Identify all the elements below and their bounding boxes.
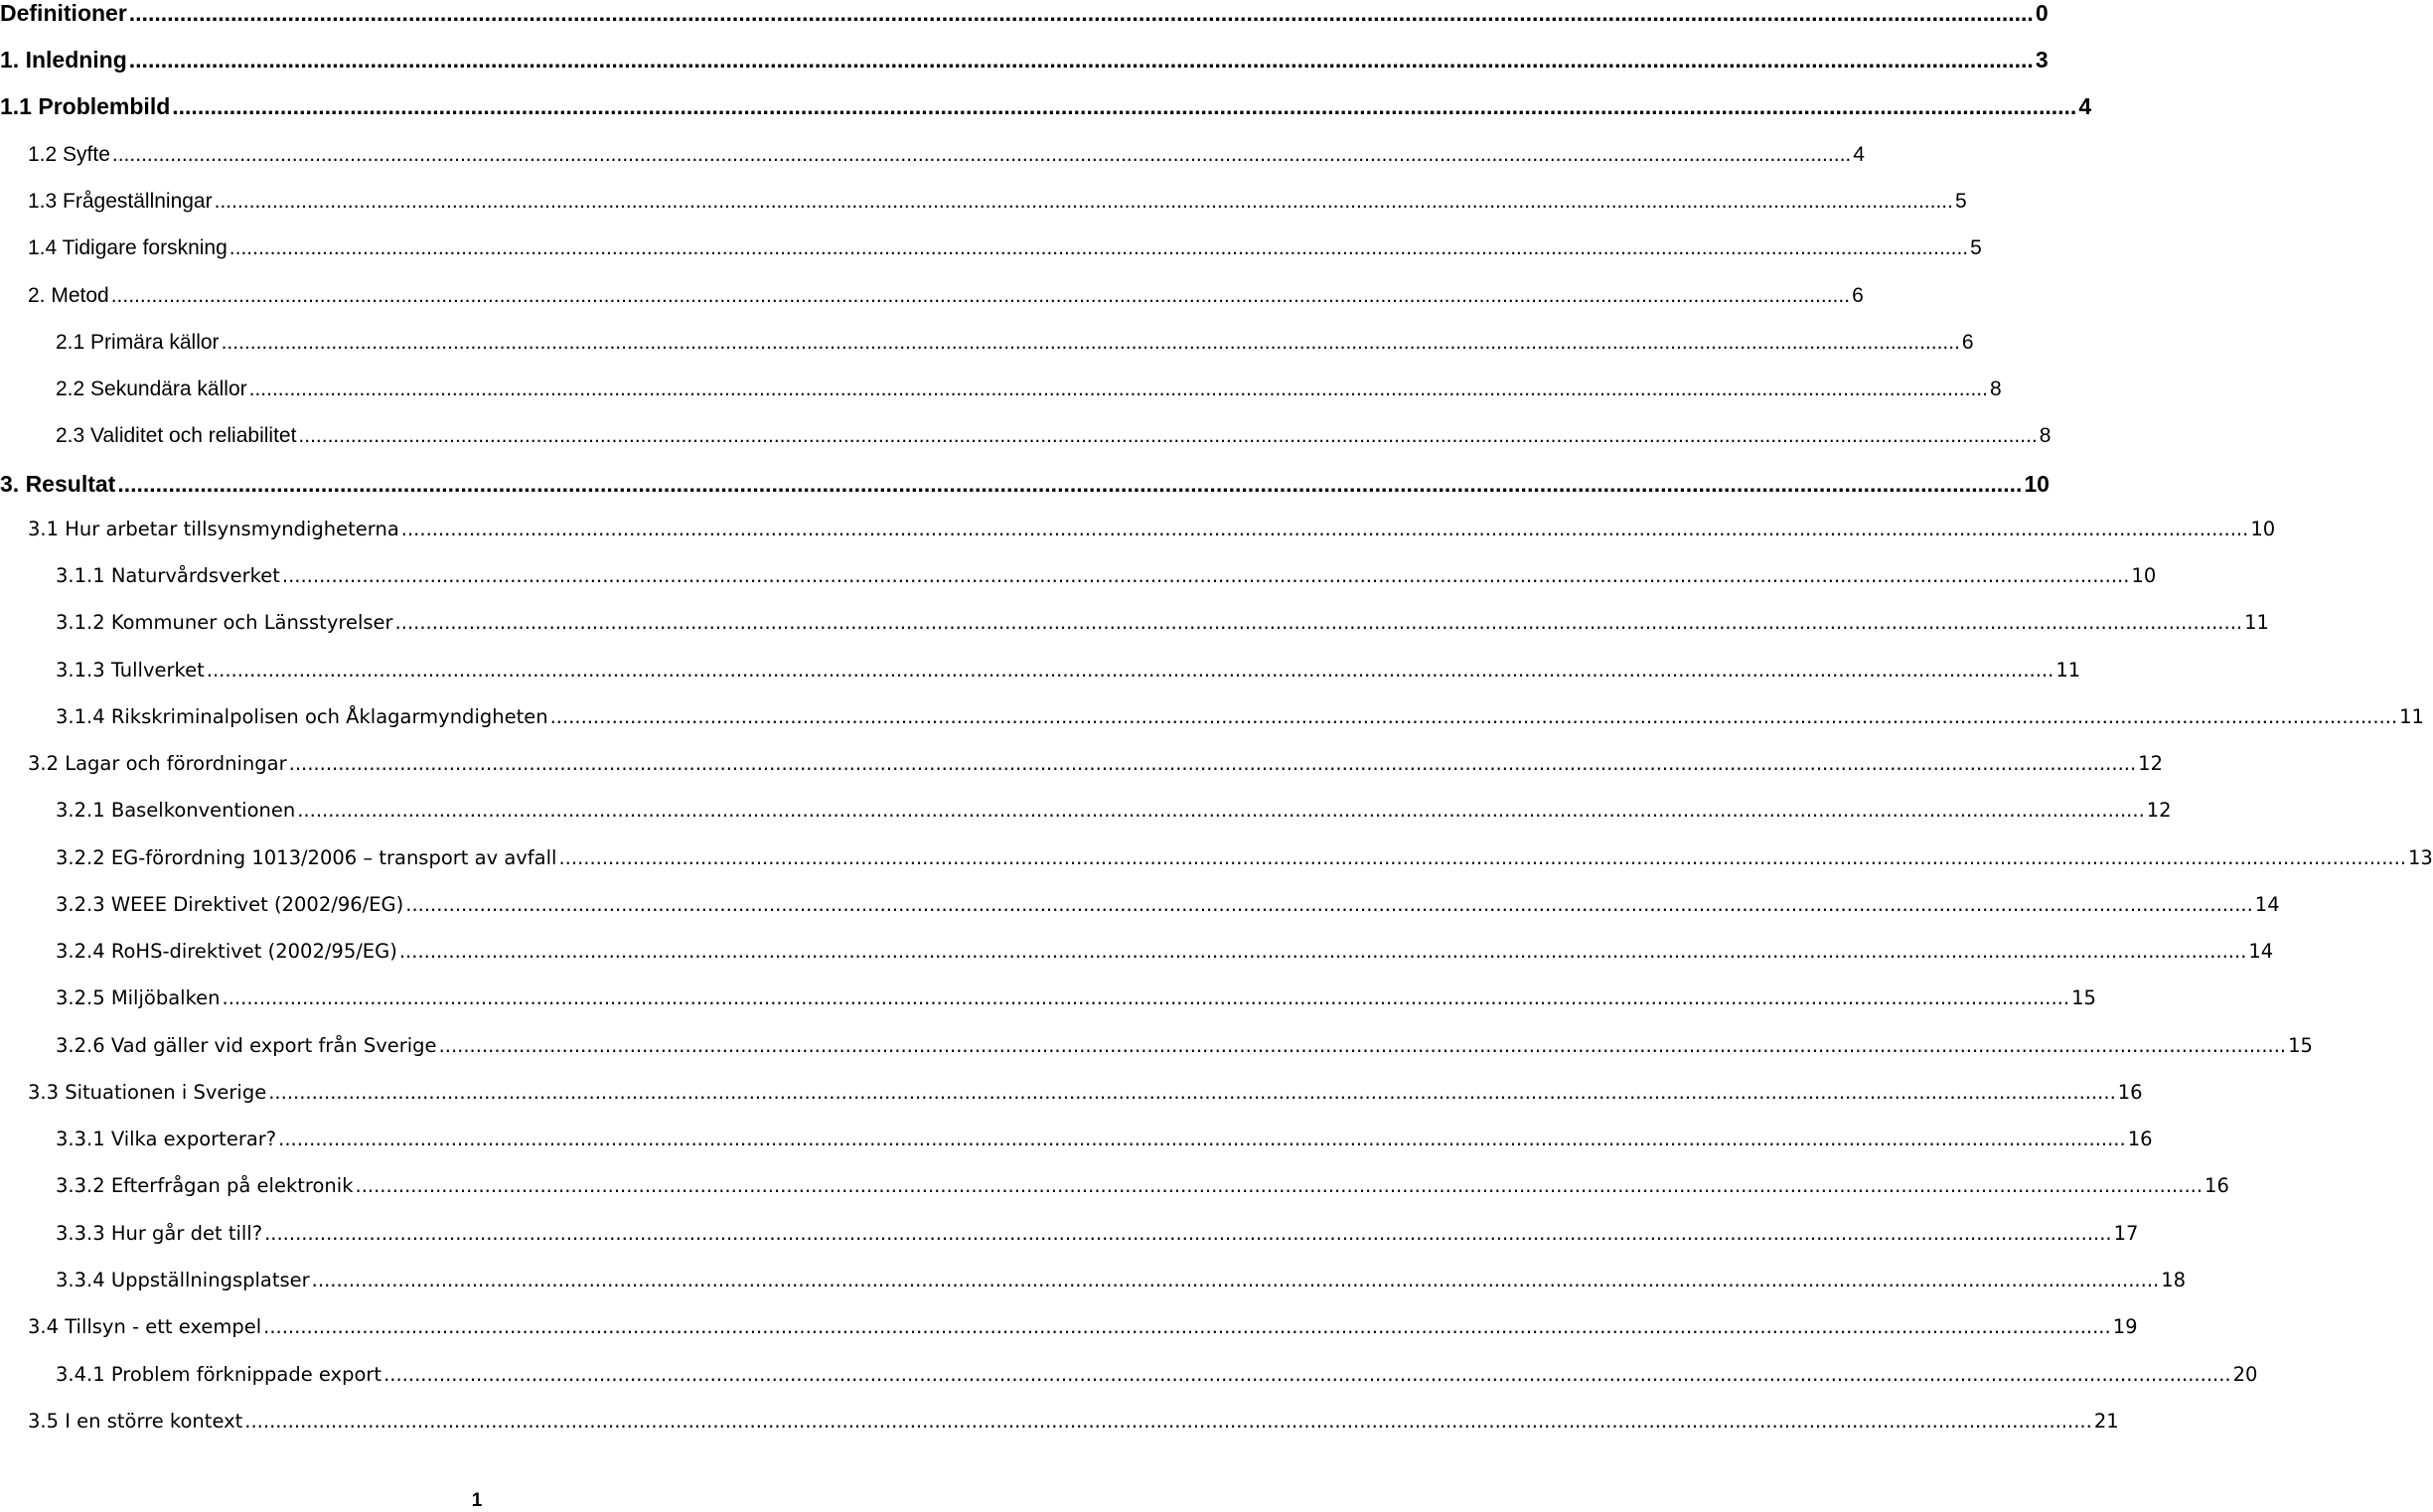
toc-entry-label: 2.2 Sekundära källor	[56, 378, 247, 400]
toc-entry-page: 21	[2093, 1410, 2119, 1433]
toc-entry[interactable]	[0, 611, 2269, 634]
toc-entry-label: 3.1.4 Rikskriminalpolisen och Åklagarmyndigheten	[56, 705, 548, 728]
toc-entry-label: 3.4.1 Problem förknippade export	[56, 1363, 382, 1386]
toc-entry-page: 20	[2232, 1363, 2258, 1386]
toc-entry-page: 16	[2117, 1081, 2143, 1104]
dot-leader: ............................................................................................................................................................................................................................................................................................................	[117, 471, 2023, 497]
toc-entry[interactable]	[0, 518, 2276, 540]
toc-entry-label: 3.2.3 WEEE Direktivet (2002/96/EG)	[56, 893, 404, 916]
toc-entry-page: 4	[1853, 143, 1865, 166]
toc-entry-page: 3	[2035, 47, 2049, 73]
toc-entry-label: 3.2.1 Baselkonventionen	[56, 799, 296, 822]
toc-entry-label: 3.1.1 Naturvårdsverket	[56, 564, 280, 587]
toc-entry[interactable]	[0, 236, 1982, 259]
toc-entry[interactable]	[0, 1269, 2187, 1291]
dot-leader: ............................................................................................................................................................................................................................................................................................................	[221, 331, 1960, 354]
dot-leader: ............................................................................................................................................................................................................................................................................................................	[438, 1034, 2287, 1057]
dot-leader: ............................................................................................................................................................................................................................................................................................................	[214, 190, 1953, 213]
dot-leader: ............................................................................................................................................................................................................................................................................................................	[268, 1081, 2116, 1104]
toc-entry[interactable]	[0, 986, 2096, 1009]
toc-entry[interactable]	[0, 143, 1865, 166]
toc-entry-label: 3.1 Hur arbetar tillsynsmyndigheterna	[28, 518, 399, 540]
toc-entry[interactable]	[0, 284, 1864, 307]
dot-leader: ............................................................................................................................................................................................................................................................................................................	[281, 564, 2130, 587]
toc-entry-label: 3.1.3 Tullverket	[56, 659, 205, 681]
toc-entry-page: 18	[2161, 1269, 2187, 1291]
toc-entry-page: 16	[2205, 1174, 2229, 1197]
toc-entry-page: 8	[2039, 424, 2052, 447]
toc-entry[interactable]	[0, 846, 2433, 869]
toc-entry-page: 5	[1954, 190, 1967, 213]
toc-entry-label: Definitioner	[0, 0, 127, 26]
toc-entry-label: 3.3 Situationen i Sverige	[28, 1081, 267, 1104]
toc-entry-label: 3.1.2 Kommuner och Länsstyrelser	[56, 611, 393, 634]
toc-entry-page: 11	[2399, 705, 2424, 728]
dot-leader: ............................................................................................................................................................................................................................................................................................................	[222, 986, 2070, 1009]
toc-entry[interactable]	[0, 0, 2049, 26]
toc-entry[interactable]	[0, 1034, 2313, 1057]
toc-entry[interactable]	[0, 93, 2092, 119]
toc-entry[interactable]	[0, 424, 2052, 447]
toc-entry-page: 16	[2127, 1128, 2153, 1150]
toc-entry-page: 4	[2078, 93, 2092, 119]
toc-entry-label: 3.5 I en större kontext	[28, 1410, 243, 1433]
toc-entry-label: 3.2 Lagar och förordningar	[28, 752, 287, 775]
toc-entry[interactable]	[0, 47, 2049, 73]
toc-entry-label: 3.4 Tillsyn - ett exempel	[28, 1315, 262, 1338]
toc-entry-label: 1. Inledning	[0, 47, 127, 73]
toc-entry-page: 8	[1989, 378, 2002, 400]
dot-leader: ............................................................................................................................................................................................................................................................................................................	[558, 846, 2407, 869]
toc-entry-page: 12	[2146, 799, 2172, 822]
toc-entry-page: 10	[2131, 564, 2157, 587]
dot-leader: ............................................................................................................................................................................................................................................................................................................	[228, 236, 1969, 259]
toc-entry-page: 5	[1970, 236, 1982, 259]
toc-entry-label: 1.4 Tidigare forskning	[28, 236, 228, 259]
toc-entry-label: 3. Resultat	[0, 471, 116, 497]
toc-entry[interactable]	[0, 705, 2424, 728]
dot-leader: ............................................................................................................................................................................................................................................................................................................	[297, 799, 2145, 822]
toc-entry-label: 3.3.3 Hur går det till?	[56, 1222, 263, 1245]
toc-entry-label: 2.1 Primära källor	[56, 331, 220, 354]
toc-entry[interactable]	[0, 331, 1974, 354]
toc-entry-page: 11	[2244, 611, 2269, 634]
dot-leader: ............................................................................................................................................................................................................................................................................................................	[383, 1363, 2231, 1386]
dot-leader: ............................................................................................................................................................................................................................................................................................................	[206, 659, 2054, 681]
toc-entry-page: 10	[2250, 518, 2276, 540]
toc-entry-page: 12	[2138, 752, 2163, 775]
dot-leader: ............................................................................................................................................................................................................................................................................................................	[400, 518, 2249, 540]
toc-entry[interactable]	[0, 1363, 2258, 1386]
toc-entry[interactable]	[0, 1315, 2138, 1338]
toc-entry[interactable]	[0, 564, 2157, 587]
toc-entry-label: 1.2 Syfte	[28, 143, 110, 166]
toc-entry[interactable]	[0, 471, 2050, 497]
dot-leader: ............................................................................................................................................................................................................................................................................................................	[298, 424, 2038, 447]
dot-leader: ............................................................................................................................................................................................................................................................................................................	[288, 752, 2137, 775]
dot-leader: ............................................................................................................................................................................................................................................................................................................	[244, 1410, 2092, 1433]
toc-entry[interactable]	[0, 940, 2274, 963]
toc-entry[interactable]	[0, 893, 2280, 916]
dot-leader: ............................................................................................................................................................................................................................................................................................................	[549, 705, 2398, 728]
toc-entry-page: 14	[2254, 893, 2280, 916]
dot-leader: ............................................................................................................................................................................................................................................................................................................	[263, 1315, 2111, 1338]
toc-entry-label: 2. Metod	[28, 284, 109, 307]
toc-entry-label: 1.1 Problembild	[0, 93, 171, 119]
toc-entry-page: 6	[1961, 331, 1974, 354]
toc-entry-label: 3.2.4 RoHS-direktivet (2002/95/EG)	[56, 940, 397, 963]
toc-entry-label: 3.2.2 EG-förordning 1013/2006 – transport av avfall	[56, 846, 557, 869]
dot-leader: ............................................................................................................................................................................................................................................................................................................	[264, 1222, 2112, 1245]
dot-leader: ............................................................................................................................................................................................................................................................................................................	[248, 378, 1988, 400]
page-number: 1	[471, 1490, 483, 1511]
toc-entry-page: 0	[2035, 0, 2049, 26]
toc-entry[interactable]	[0, 1128, 2153, 1150]
dot-leader: ............................................................................................................................................................................................................................................................................................................	[128, 47, 2034, 73]
dot-leader: ............................................................................................................................................................................................................................................................................................................	[128, 0, 2034, 26]
toc-entry-page: 15	[2288, 1034, 2313, 1057]
dot-leader: ............................................................................................................................................................................................................................................................................................................	[111, 143, 1852, 166]
toc-entry[interactable]	[0, 1410, 2119, 1433]
dot-leader: ............................................................................................................................................................................................................................................................................................................	[110, 284, 1851, 307]
dot-leader: ............................................................................................................................................................................................................................................................................................................	[311, 1269, 2160, 1291]
toc-entry-label: 3.3.1 Vilka exporterar?	[56, 1128, 277, 1150]
toc-entry-label: 2.3 Validitet och reliabilitet	[56, 424, 297, 447]
dot-leader: ............................................................................................................................................................................................................................................................................................................	[355, 1174, 2204, 1197]
toc-entry-page: 6	[1852, 284, 1864, 307]
dot-leader: ............................................................................................................................................................................................................................................................................................................	[405, 893, 2253, 916]
toc-entry-label: 1.3 Frågeställningar	[28, 190, 213, 213]
dot-leader: ............................................................................................................................................................................................................................................................................................................	[278, 1128, 2126, 1150]
toc-entry[interactable]	[0, 190, 1967, 213]
toc-entry[interactable]	[0, 752, 2163, 775]
toc-entry-label: 3.3.2 Efterfrågan på elektronik	[56, 1174, 354, 1197]
dot-leader: ............................................................................................................................................................................................................................................................................................................	[398, 940, 2247, 963]
dot-leader: ............................................................................................................................................................................................................................................................................................................	[394, 611, 2243, 634]
toc-entry[interactable]	[0, 1081, 2143, 1104]
toc-entry-page: 19	[2112, 1315, 2138, 1338]
toc-entry-label: 3.2.6 Vad gäller vid export från Sverige	[56, 1034, 437, 1057]
toc-entry-page: 14	[2248, 940, 2274, 963]
toc-entry[interactable]	[0, 378, 2002, 400]
toc-entry-page: 13	[2408, 846, 2433, 869]
toc-entry[interactable]	[0, 799, 2172, 822]
toc-entry[interactable]	[0, 1222, 2139, 1245]
toc-entry-page: 11	[2055, 659, 2081, 681]
toc-entry-label: 3.3.4 Uppställningsplatser	[56, 1269, 310, 1291]
dot-leader: ............................................................................................................................................................................................................................................................................................................	[172, 93, 2077, 119]
toc-entry-page: 10	[2024, 471, 2050, 497]
toc-entry-page: 15	[2071, 986, 2096, 1009]
toc-entry-label: 3.2.5 Miljöbalken	[56, 986, 221, 1009]
toc-entry-page: 17	[2113, 1222, 2139, 1245]
toc-entry[interactable]	[0, 1174, 2229, 1197]
toc-entry[interactable]	[0, 659, 2081, 681]
